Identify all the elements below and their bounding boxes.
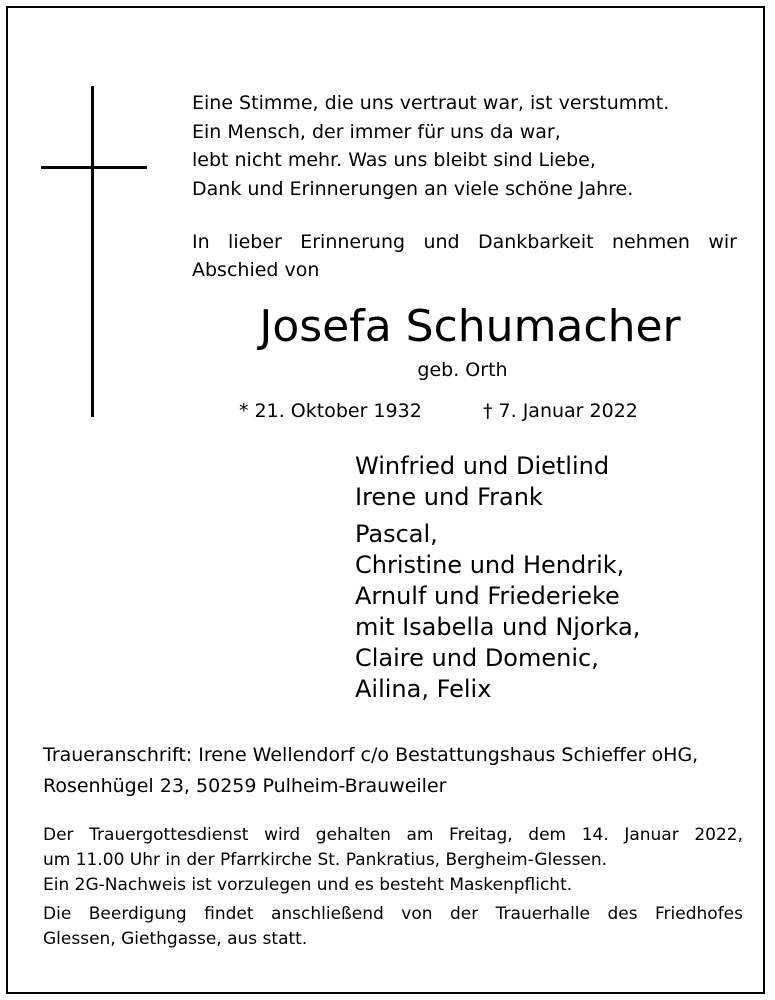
cross-icon-horizontal [41, 166, 147, 169]
family-member: Irene und Frank [355, 483, 543, 511]
burial-line: Die Beerdigung findet anschließend von der Trauerhalle des Friedhofes [43, 904, 743, 924]
address-line: Rosenhügel 23, 50259 Pulheim-Brauweiler [43, 775, 447, 797]
birth-date: * 21. Oktober 1932 [239, 400, 422, 422]
poem-line: Eine Stimme, die uns vertraut war, ist verstummt. [192, 92, 670, 114]
address-line: Traueranschrift: Irene Wellendorf c/o Bestattungshaus Schieffer oHG, [43, 744, 699, 766]
deceased-name: Josefa Schumacher [259, 301, 681, 352]
cross-icon-vertical [91, 86, 94, 417]
poem-line: lebt nicht mehr. Was uns bleibt sind Liebe, [192, 149, 596, 171]
family-member: mit Isabella und Njorka, [355, 613, 641, 641]
family-member: Christine und Hendrik, [355, 551, 625, 579]
family-list [355, 451, 640, 705]
family-member: Arnulf und Friederieke [355, 582, 620, 610]
poem-line: Ein Mensch, der immer für uns da war, [192, 120, 561, 143]
family-member: Winfried und Dietlind [355, 452, 610, 480]
family-member: Pascal, [355, 520, 438, 548]
mourning-address [43, 740, 698, 802]
burial-line: Glessen, Giethgasse, aus statt. [43, 929, 308, 949]
service-line: um 11.00 Uhr in der Pfarrkirche St. Pankratius, Bergheim-Glessen. [43, 850, 608, 870]
service-info [43, 823, 743, 952]
death-date: † 7. Januar 2022 [483, 400, 638, 422]
service-line: Ein 2G-Nachweis ist vorzulegen und es besteht Maskenpflicht. [43, 875, 573, 895]
service-line: Der Trauergottesdienst wird gehalten am Freitag, dem 14. Januar 2022, [43, 825, 743, 845]
maiden-name: geb. Orth [417, 359, 508, 381]
intro-text: In lieber Erinnerung und Dankbarkeit nehmen wir Abschied von [192, 231, 737, 281]
poem [192, 89, 752, 203]
family-member: Ailina, Felix [355, 675, 492, 703]
poem-line: Dank und Erinnerungen an viele schöne Jahre. [192, 177, 634, 200]
family-member: Claire und Domenic, [355, 644, 599, 672]
